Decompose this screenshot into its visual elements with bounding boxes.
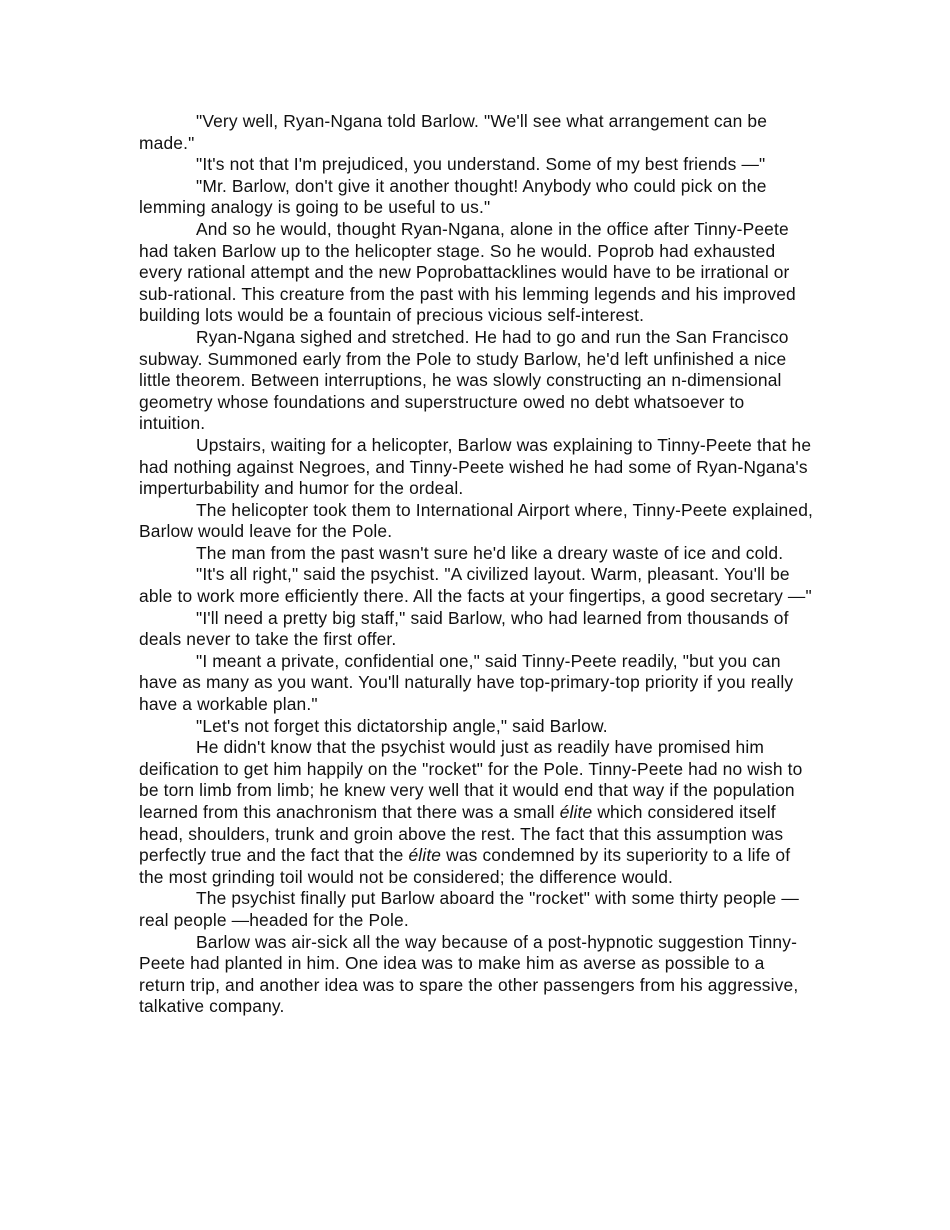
paragraph-11: "I meant a private, confidential one," said Tinny-Peete readily, "but you can have as many as you want. You'll naturally have top-primary-top priority if you really have a workable plan." [139, 650, 794, 715]
paragraph-3: "Mr. Barlow, don't give it another thought! Anybody who could pick on the lemming analogy is going to be useful to us." [139, 175, 767, 218]
document-page [139, 111, 814, 1018]
paragraph-10: "I'll need a pretty big staff," said Barlow, who had learned from thousands of deals never to take the first offer. [139, 607, 789, 650]
paragraph-1: "Very well, Ryan-Ngana told Barlow. "We'll see what arrangement can be made." [139, 111, 768, 153]
paragraph-8: The man from the past wasn't sure he'd like a dreary waste of ice and cold. [196, 542, 784, 563]
paragraph-6: Upstairs, waiting for a helicopter, Barlow was explaining to Tinny-Peete that he had nothing against Negroes, and Tinny-Peete wished he had some of Ryan-Ngana's imperturbability and humor for the ordeal. [139, 434, 812, 499]
paragraph-14: The psychist finally put Barlow aboard the "rocket" with some thirty people —real people —headed for the Pole. [139, 888, 799, 930]
paragraph-13-italic-2: élite [408, 845, 442, 866]
paragraph-13-part-3: was condemned by its superiority to a life of the most grinding toil would not be considered; the difference would. [139, 845, 791, 887]
paragraph-13 [139, 737, 814, 888]
paragraph-12: "Let's not forget this dictatorship angle," said Barlow. [196, 715, 608, 736]
paragraph-9: "It's all right," said the psychist. "A civilized layout. Warm, pleasant. You'll be able to work more efficiently there. All the facts at your fingertips, a good secretary —" [139, 564, 812, 607]
paragraph-13-part-2: which considered itself head, shoulders, trunk and groin above the rest. The fact that this assumption was perfectly true and the fact that the [139, 802, 784, 866]
paragraph-15: Barlow was air-sick all the way because of a post-hypnotic suggestion Tinny-Peete had planted in him. One idea was to make him as averse as possible to a return trip, and another idea was to spare the other passengers from his aggressive, talkative company. [139, 931, 799, 1017]
paragraph-13-part-1: He didn't know that the psychist would just as readily have promised him deification to get him happily on the "rocket" for the Pole. Tinny-Peete had no wish to be torn limb from limb; he knew very well that it would end that way if the population learned from this anachronism that there was a small [139, 737, 803, 822]
paragraph-2: "It's not that I'm prejudiced, you understand. Some of my best friends —" [196, 154, 766, 175]
paragraph-5: Ryan-Ngana sighed and stretched. He had to go and run the San Francisco subway. Summoned early from the Pole to study Barlow, he'd left unfinished a nice little theorem. Between interruptions, he was slowly constructing an n-dimensional geometry whose foundations and superstructure owed no debt whatsoever to intuition. [139, 326, 789, 434]
paragraph-13-italic-1: élite [559, 802, 593, 822]
paragraph-7: The helicopter took them to International Airport where, Tinny-Peete explained, Barlow would leave for the Pole. [139, 499, 814, 542]
paragraph-4: And so he would, thought Ryan-Ngana, alone in the office after Tinny-Peete had taken Barlow up to the helicopter stage. So he would. Poprob had exhausted every rational attempt and the new Poprobattacklines would have to be irrational or sub-rational. This creature from the past with his lemming legends and his improved building lots would be a fountain of precious vicious self-interest. [139, 218, 796, 326]
